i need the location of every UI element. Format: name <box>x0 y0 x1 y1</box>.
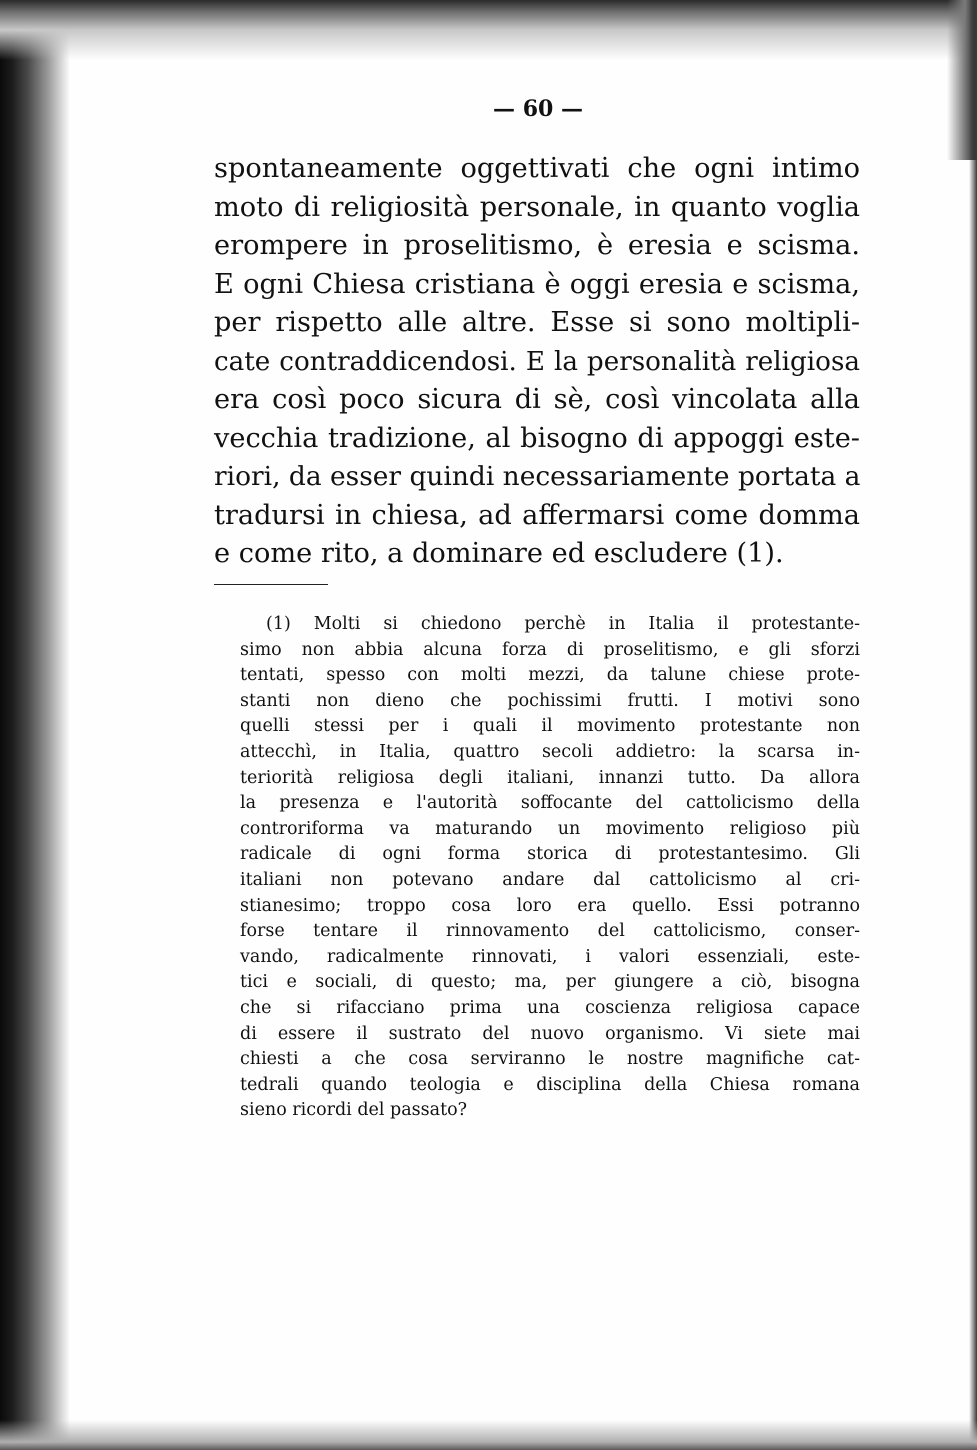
footnote-line: sieno ricordi del passato? <box>240 1100 468 1121</box>
footnote-line: (1) Molti si chiedono perchè in Italia il protestante- <box>266 614 860 634</box>
footnote-line: stanti non dieno che pochissimi frutti. I motivi sono <box>240 690 860 711</box>
binding-shadow <box>0 0 70 1450</box>
body-line: era così poco sicura di sè, così vincolata alla <box>214 384 860 415</box>
footnote-line: controriforma va maturando un movimento religioso più <box>240 818 860 839</box>
footnote-line: italiani non potevano andare dal cattolicismo al cri- <box>240 869 860 890</box>
footnote-line: simo non abbia alcuna forza di proselitismo, e gli sforzi <box>240 639 860 660</box>
right-edge-shadow <box>969 0 977 1450</box>
footnote-line: che si rifacciano prima una coscienza religiosa capace <box>240 997 860 1018</box>
body-line: moto di religiosità personale, in quanto voglia <box>214 191 860 223</box>
top-edge-shadow <box>0 0 977 60</box>
bottom-edge-shadow <box>0 1420 977 1450</box>
page-number: — 60 — <box>493 96 583 122</box>
body-paragraph <box>214 150 860 574</box>
footnote-line: vando, radicalmente rinnovati, i valori essenziali, este- <box>240 946 860 967</box>
footnote <box>214 612 860 1124</box>
footnote-line: la presenza e l'autorità soffocante del cattolicismo della <box>240 793 860 814</box>
footnote-line: tentati, spesso con molti mezzi, da talune chiese prote- <box>240 665 860 686</box>
footnote-separator <box>214 584 328 585</box>
footnote-line: stianesimo; troppo cosa loro era quello. Essi potranno <box>240 895 860 916</box>
footnote-line: di essere il sustrato del nuovo organismo. Vi siete mai <box>240 1023 860 1044</box>
body-line: spontaneamente oggettivati che ogni intimo <box>214 153 860 184</box>
body-line: erompere in proselitismo, è eresia e scisma. <box>214 230 860 261</box>
body-line: e come rito, a dominare ed escludere (1). <box>214 538 784 569</box>
footnote-line: radicale di ogni forma storica di protestantesimo. Gli <box>240 844 860 865</box>
footnote-line: quelli stessi per i quali il movimento protestante non <box>240 716 860 737</box>
footnote-line: attecchì, in Italia, quattro secoli addietro: la scarsa in- <box>240 741 860 762</box>
body-line: tradursi in chiesa, ad affermarsi come domma <box>214 499 860 531</box>
body-line: riori, da esser quindi necessariamente portata a <box>214 461 861 492</box>
body-line: vecchia tradizione, al bisogno di appoggi este- <box>214 422 860 454</box>
body-line: per rispetto alle altre. Esse si sono moltipli- <box>214 307 860 338</box>
body-line: cate contraddicendosi. E la personalità religiosa <box>214 346 860 377</box>
footnote-line: tici e sociali, di questo; ma, per giungere a ciò, bisogna <box>240 972 860 993</box>
footnote-line: tedrali quando teologia e disciplina della Chiesa romana <box>240 1074 860 1095</box>
footnote-line: teriorità religiosa degli italiani, innanzi tutto. Da allora <box>240 767 860 788</box>
footnote-line: forse tentare il rinnovamento del cattolicismo, conser- <box>240 921 860 942</box>
body-line: E ogni Chiesa cristiana è oggi eresia e scisma, <box>214 268 860 300</box>
footnote-line: chiesti a che cosa serviranno le nostre magnifiche cat- <box>240 1049 860 1070</box>
